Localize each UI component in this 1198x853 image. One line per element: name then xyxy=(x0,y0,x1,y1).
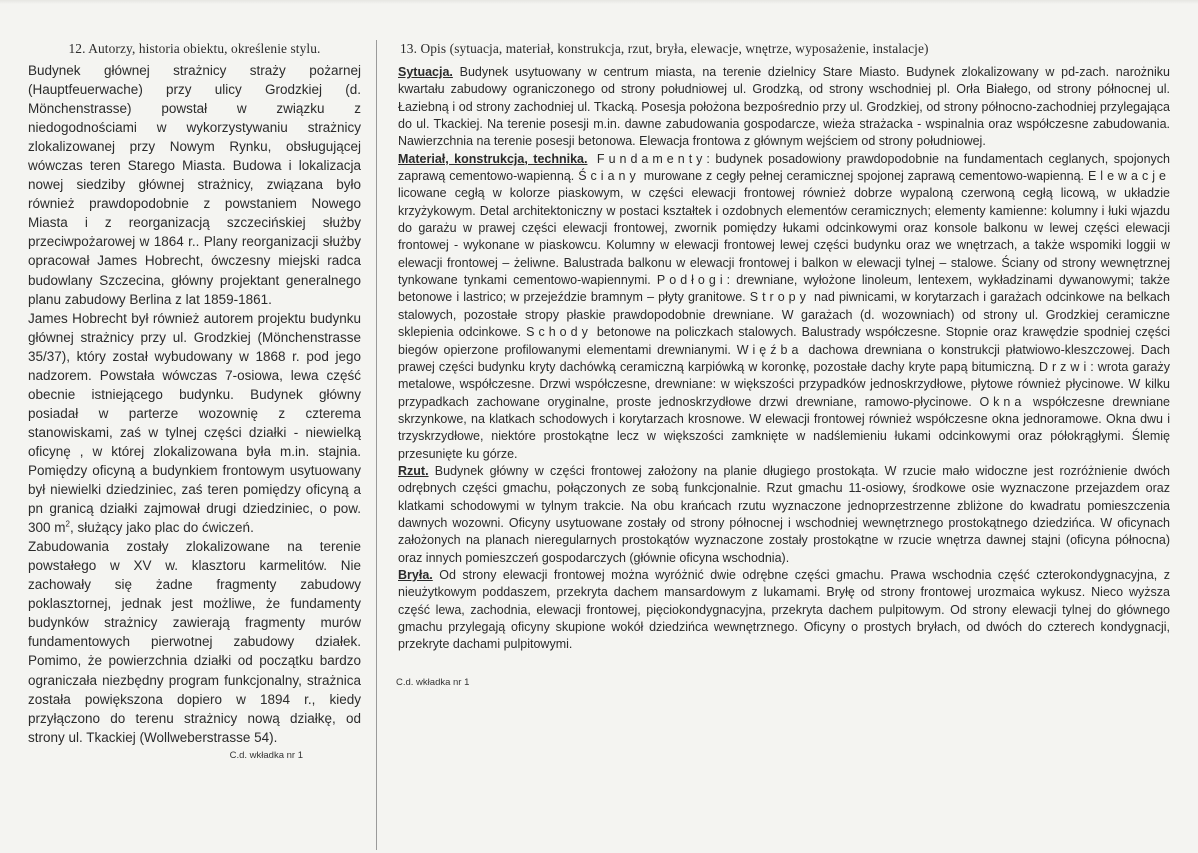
drzwi-label: Drzwi xyxy=(1038,359,1091,374)
continuation-note-right: C.d. wkładka nr 1 xyxy=(396,676,470,688)
rzut-text: Budynek główny w części frontowej założony na planie długiego prostokąta. W rzucie mało widoczne jest rozróżnienie dwóch odrębnych części gmachu, połączonych ze sobą funkcjonalnie. Rzut gmachu 11-osiowy, środkowe osie wyznaczone przejazdem oraz klatkami schodowymi w tylnym trakcie. Na obu krańcach rzutu wyznaczone jednoprzestrzenne zbliżone do kwadratu pomieszczenia dawnych wozowni. Oficyny usytuowane zostały od strony północnej i wschodniej wewnętrznego prostokątnego dziedzińca. W oficynach założonych na planach nieregularnych prostokątów wyznaczone zostały prostokątne w rzucie wnętrza dawnej stajni (oficyna północna) oraz innych pomieszczeń gospodarczych (głównie oficyna wschodnia). xyxy=(398,463,1170,565)
okna-label: Okna xyxy=(979,394,1026,409)
drzwi-text: : wrota garaży metalowe, współczesne. Drzwi współczesne, drewniane: w większości przypadków jednoskrzydłowe, płytowe również płycinowe. W kilku przypadkach zachowane oryginalne, proste jednoskrzydłowe drzwi drewniane, ramowo-płycinowe. xyxy=(398,359,1170,409)
section-12-body xyxy=(28,61,361,747)
podlogi-text: : drewniane, wyłożone linoleum, lentexem, wykładzinami dywanowymi; także betonowe i lastrico; w przejeździe bramnym – płyty granitowe. xyxy=(398,273,1170,305)
stropy-label: Stropy xyxy=(749,290,810,305)
bryla-label: Bryła. xyxy=(398,567,433,582)
bryla-text: Od strony elewacji frontowej można wyróżnić dwie odrębne części gmachu. Prawa wschodnia część czterokondygnacyjna, z nieużytkowym poddaszem, przekryta dachem mansardowym z lukamami. Bryłę od strony frontowej urozmaica wykusz. Nieco wyższa część lewa, zachodnia, elewacji frontowej, pięciokondygnacyjna, przekryta dachem pulpitowym. Od strony elewacji tylnej do głównego gmachu przylegają oficyny skupione wokół dziedzińca wewnętrznego. Oficyny o prostych bryłach, od dwóch do czterech kondygnacji, przekryte dachami pulpitowymi. xyxy=(398,567,1170,652)
fundamenty-label: Fundamenty xyxy=(587,151,707,166)
continuation-note-left: C.d. wkładka nr 1 xyxy=(229,749,303,761)
sytuacja-text: Budynek usytuowany w centrum miasta, na terenie dzielnicy Stare Miasto. Budynek zlokalizowany w pd-zach. narożniku kwartału zabudowy ograniczonego od strony południowej ul. Grodzką, od strony wschodniej pl. Orła Białego, od strony północnej ul. Łaziebną i od strony zachodniej ul. Tkacką. Posesja położona bezpośrednio przy ul. Grodzkiej, od strony północno-zachodniej przylegająca do ul. Tkackiej. Na terenie posesji m.in. dawne zabudowania gospodarcze, wieża strażacka - wspinalnia oraz współczesne zabudowania. Nawierzchnia na terenie posesji betonowa. Elewacja frontowa z głównym wejściem od strony południowej. xyxy=(398,65,1170,149)
left-column xyxy=(28,41,361,761)
top-edge xyxy=(0,0,1198,4)
schody-label: Schody xyxy=(526,325,592,340)
history-paragraph-3: Zabudowania zostały zlokalizowane na terenie powstałego w XV w. klasztoru karmelitów. Nie zachowały się żadne fragmenty zabudowy poklasztornej, jednak jest możliwe, że fundamenty budynków strażnicy zawierają fragmenty murów fundamentowych pierwotnej zabudowy działek. Pomimo, że powierzchnia działki od początku bardzo ograniczała niezbędny program funkcjonalny, strażnica została powiększona dopiero w 1894 r., kiedy przyłączono do terenu strażnicy nową działkę, od strony ul. Tkackiej (Wollweberstrasse 54). xyxy=(28,539,361,745)
sytuacja-paragraph xyxy=(398,64,1170,151)
elewacje-text: licowane cegłą w kolorze piaskowym, w części elewacji frontowej również dobrze wypaloną czerwoną cegłą licową, w układzie krzyżykowym. Detal architektoniczny w postaci kształtek i ozdobnych elementów ceramicznych; elementy kamienne: kolumny i łuki wjazdu do garażu w prawej części elewacji frontowej, zwornik pomiędzy łukami odcinkowymi oraz konsole balkonu w lewej części elewacji frontowej - wykonane w piaskowcu. Kolumny w elewacji frontowej lewej części budynku oraz we wnętrzach, a także wspomiki loggii w elewacji frontowej – żeliwne. Balustrada balkonu w elewacji frontowej i balkon w elewacji tylnej – stalowe. Ściany od strony wewnętrznej tynkowane tynkami cementowo-wapiennymi. xyxy=(398,186,1170,288)
fundamenty-text: : budynek posadowiony prawdopodobnie na fundamentach ceglanych, spojonych zaprawą cementowo-wapienną. xyxy=(398,151,1170,184)
column-divider xyxy=(376,40,377,850)
sciany-label: Ściany xyxy=(578,169,640,184)
schody-text: betonowe na policzkach stalowych. Balustrady współczesne. Stopnie oraz krawędzie spodniej części biegów opierzone profilowanymi elementami drewnianymi. xyxy=(398,325,1170,357)
bryla-paragraph xyxy=(398,567,1170,654)
podlogi-label: Podłogi xyxy=(656,273,727,288)
section-13-heading: 13. Opis (sytuacja, materiał, konstrukcja, rzut, bryła, elewacje, wnętrze, wyposażenie, instalacje) xyxy=(400,41,929,56)
right-column xyxy=(398,41,1170,688)
wiezba-label: Więźba xyxy=(736,342,803,357)
elewacje-label: Elewacje xyxy=(1087,169,1170,184)
rzut-paragraph xyxy=(398,463,1170,567)
wiezba-text: dachowa drewniana o konstrukcji płatwiowo-kleszczowej. Dach prawej części budynku kryty dachówką ceramiczną karpiówką w koronkę, pozostałe dachy kryte papą bitumiczną. xyxy=(398,342,1170,374)
material-paragraph xyxy=(398,151,1170,463)
sciany-text: murowane z cegły pełnej ceramicznej spojonej zaprawą cementowo-wapienną. xyxy=(639,169,1088,184)
rzut-label: Rzut. xyxy=(398,463,429,478)
history-paragraph-2 xyxy=(28,309,361,538)
area-superscript: 2 xyxy=(65,519,70,529)
history-paragraph-2-tail: , służący jako plac do ćwiczeń. xyxy=(69,520,254,536)
history-paragraph-1: Budynek głównej strażnicy straży pożarnej (Hauptfeuerwache) przy ulicy Grodzkiej (d. Mönchenstrasse) powstał w związku z niedogodnościami w wykorzystywaniu strażnicy zlokalizowanej przy Nowym Rynku, obsługującej wówczas teren Starego Miasta. Budowa i lokalizacja nowej siedziby głównej strażnicy, związana było również prawdopodobnie z powstaniem Nowego Miasta i z reorganizacją szczecińskiej służby przeciwpożarowej w 1864 r.. Plany reorganizacji służby opracował James Hobrecht, ówczesny miejski radca budowlany Szczecina, główny projektant generalnego planu zabudowy Berlina z lat 1859-1861. xyxy=(28,63,361,307)
okna-text: współczesne drewniane skrzynkowe, na klatkach schodowych i korytarzach krosnowe. W elewacji frontowej również współczesne okna jednoramowe. Okna dwu i trzyskrzydłowe, niektóre prostokątne lecz w większości zamknięte w nadślemieniu łukami odcinkowymi oraz półokrągłymi. Ślemię przesunięte ku górze. xyxy=(398,394,1170,461)
sytuacja-label: Sytuacja. xyxy=(398,65,453,79)
stropy-text: nad piwnicami, w korytarzach i garażach odcinkowe na belkach stalowych, pozostałe stropy płaskie prawdopodobnie drewniane. W garażach (d. wozowniach) od strony ul. Grodzkiej ceramiczne sklepienia odcinkowe. xyxy=(398,290,1170,340)
material-label: Materiał, konstrukcja, technika. xyxy=(398,151,588,166)
history-paragraph-2-text: James Hobrecht był również autorem projektu budynku głównej strażnicy przy ul. Grodzkiej (Mönchenstrasse 35/37), który został wybudowany w 1868 r. pod jego nadzorem. Powstała wówczas 7-osiowa, lewa część obecnie istniejącego budynku. Budynek główny posiadał w parterze wozownię z czterema stanowiskami, zaś w tylnej części działki - niewielką oficynę , w której zlokalizowana była m.in. stajnia. Pomiędzy oficyną a budynkiem frontowym usytuowany był niewielki dziedziniec, zaś teren pomiędzy oficyną a pn granicą działki zajmował drugi dziedziniec, o pow. 300 m xyxy=(28,310,361,536)
section-12-heading: 12. Autorzy, historia obiektu, określenie stylu. xyxy=(68,41,321,56)
